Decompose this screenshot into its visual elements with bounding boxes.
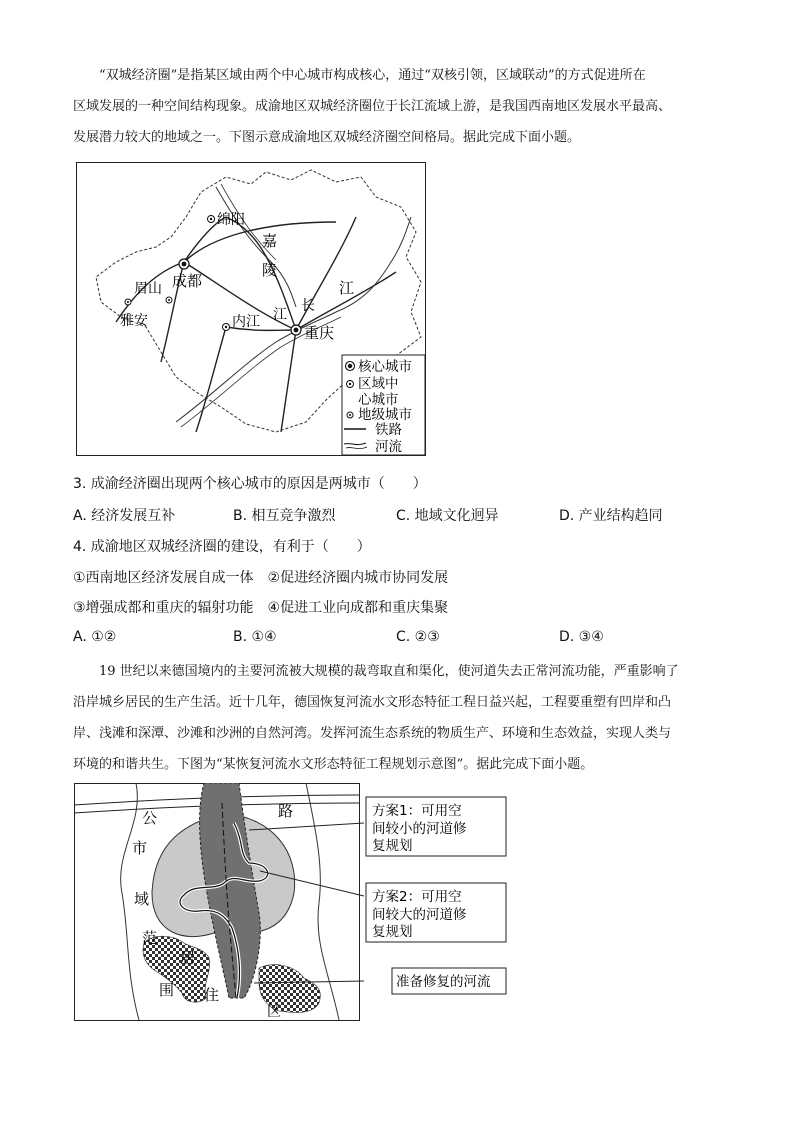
question-4-option-b[interactable]: B. ①④: [233, 629, 277, 645]
label-chongqing: 重庆: [304, 324, 335, 342]
passage-1: [73, 60, 723, 153]
label-zhu: 住: [204, 986, 220, 1004]
question-4-option-d[interactable]: D. ③④: [559, 629, 604, 645]
label-jiang-right: 江: [339, 279, 355, 297]
label-jiang-left: 江: [273, 307, 287, 323]
legend-railway: 铁路: [375, 422, 402, 438]
river-callout-label: 准备修复的河流: [396, 974, 491, 990]
question-3-option-c[interactable]: C. 地域文化迥异: [396, 508, 499, 524]
legend-river: 河流: [375, 439, 402, 455]
question-3-option-b[interactable]: B. 相互竞争激烈: [233, 508, 336, 524]
map-legend: [342, 355, 425, 455]
river-restoration-map: [74, 783, 514, 1023]
label-wei: 围: [159, 981, 175, 999]
legend-core-city: 核心城市: [358, 359, 412, 375]
label-neijiang: 内江: [232, 314, 260, 330]
city-mianyang-marker: [208, 216, 215, 223]
city-chongqing-marker: [291, 325, 301, 335]
passage-1-line-2: 区域发展的一种空间结构现象。成渝地区双城经济圈位于长江流域上游，是我国西南地区发展水平最高、: [73, 99, 672, 114]
city-neijiang-marker: [223, 324, 230, 331]
label-jia: 嘉: [262, 232, 278, 250]
legend-regional-city-1: 区域中: [358, 376, 399, 392]
label-gong: 公: [142, 809, 158, 827]
label-fan: 范: [142, 929, 158, 947]
label-meishan: 眉山: [134, 281, 162, 297]
passage-2-line-1: 19 世纪以来德国境内的主要河流被大规模的裁弯取直和渠化，使河道失去正常河流功能，严重影响了: [99, 664, 679, 679]
plan-2-line-3: 复规划: [372, 924, 413, 940]
plan-2-line-2: 间较大的河道修: [372, 907, 467, 923]
legend-regional-city-2: 心城市: [358, 392, 399, 408]
plan-1-line-1: 方案1：可用空: [372, 803, 462, 819]
question-3-stem: 3. 成渝经济圈出现两个核心城市的原因是两城市（ ）: [73, 476, 427, 492]
passage-1-line-1: “双城经济圈”是指某区域由两个中心城市构成核心，通过“双核引领，区域联动”的方式促进所在: [99, 68, 646, 83]
label-road: 路: [278, 802, 294, 820]
label-mianyang: 绵阳: [217, 212, 245, 228]
label-chengdu: 成都: [172, 272, 203, 290]
city-chengdu-marker: [179, 259, 189, 269]
legend-prefecture-city: 地级城市: [358, 407, 412, 423]
question-4-statement-1: ①西南地区经济发展自成一体 ②促进经济圈内城市协同发展: [73, 570, 449, 586]
passage-2-line-2: 沿岸城乡居民的生产生活。近十几年，德国恢复河流水文形态特征工程日益兴起，工程要重塑有凹岸和凸: [73, 695, 672, 710]
label-ling: 陵: [262, 261, 278, 279]
label-qu: 区: [267, 1004, 281, 1020]
question-4-stem: 4. 成渝地区双城经济圈的建设，有利于（ ）: [73, 539, 371, 555]
plan-2-line-1: 方案2：可用空: [372, 889, 462, 905]
label-ju: 居: [180, 949, 196, 967]
label-yaan: 雅安: [120, 313, 148, 329]
question-4-statement-2: ③增强成都和重庆的辐射功能 ④促进工业向成都和重庆集聚: [73, 600, 449, 616]
label-chang: 长: [301, 298, 315, 314]
question-3-option-d[interactable]: D. 产业结构趋同: [559, 508, 663, 524]
city-yaan-marker: [125, 299, 131, 305]
passage-2: [73, 656, 723, 780]
plan-1-line-3: 复规划: [372, 838, 413, 854]
passage-1-line-3: 发展潜力较大的地域之一。下图示意成渝地区双城经济圈空间格局。据此完成下面小题。: [73, 130, 581, 145]
question-4-option-a[interactable]: A. ①②: [73, 629, 117, 645]
plan-1-line-2: 间较小的河道修: [372, 821, 467, 837]
passage-2-line-3: 岸、浅滩和深潭、沙滩和沙洲的自然河湾。发挥河流生态系统的物质生产、环境和生态效益，实现人类与: [73, 726, 672, 741]
chengyu-map: [76, 162, 426, 456]
passage-2-line-4: 环境的和谐共生。下图为“某恢复河流水文形态特征工程规划示意图”。据此完成下面小题。: [73, 757, 594, 772]
city-meishan-marker: [166, 297, 172, 303]
question-4-option-c[interactable]: C. ②③: [396, 629, 440, 645]
label-shi: 市: [132, 839, 148, 857]
label-yu: 域: [134, 890, 150, 908]
question-3-option-a[interactable]: A. 经济发展互补: [73, 508, 176, 524]
